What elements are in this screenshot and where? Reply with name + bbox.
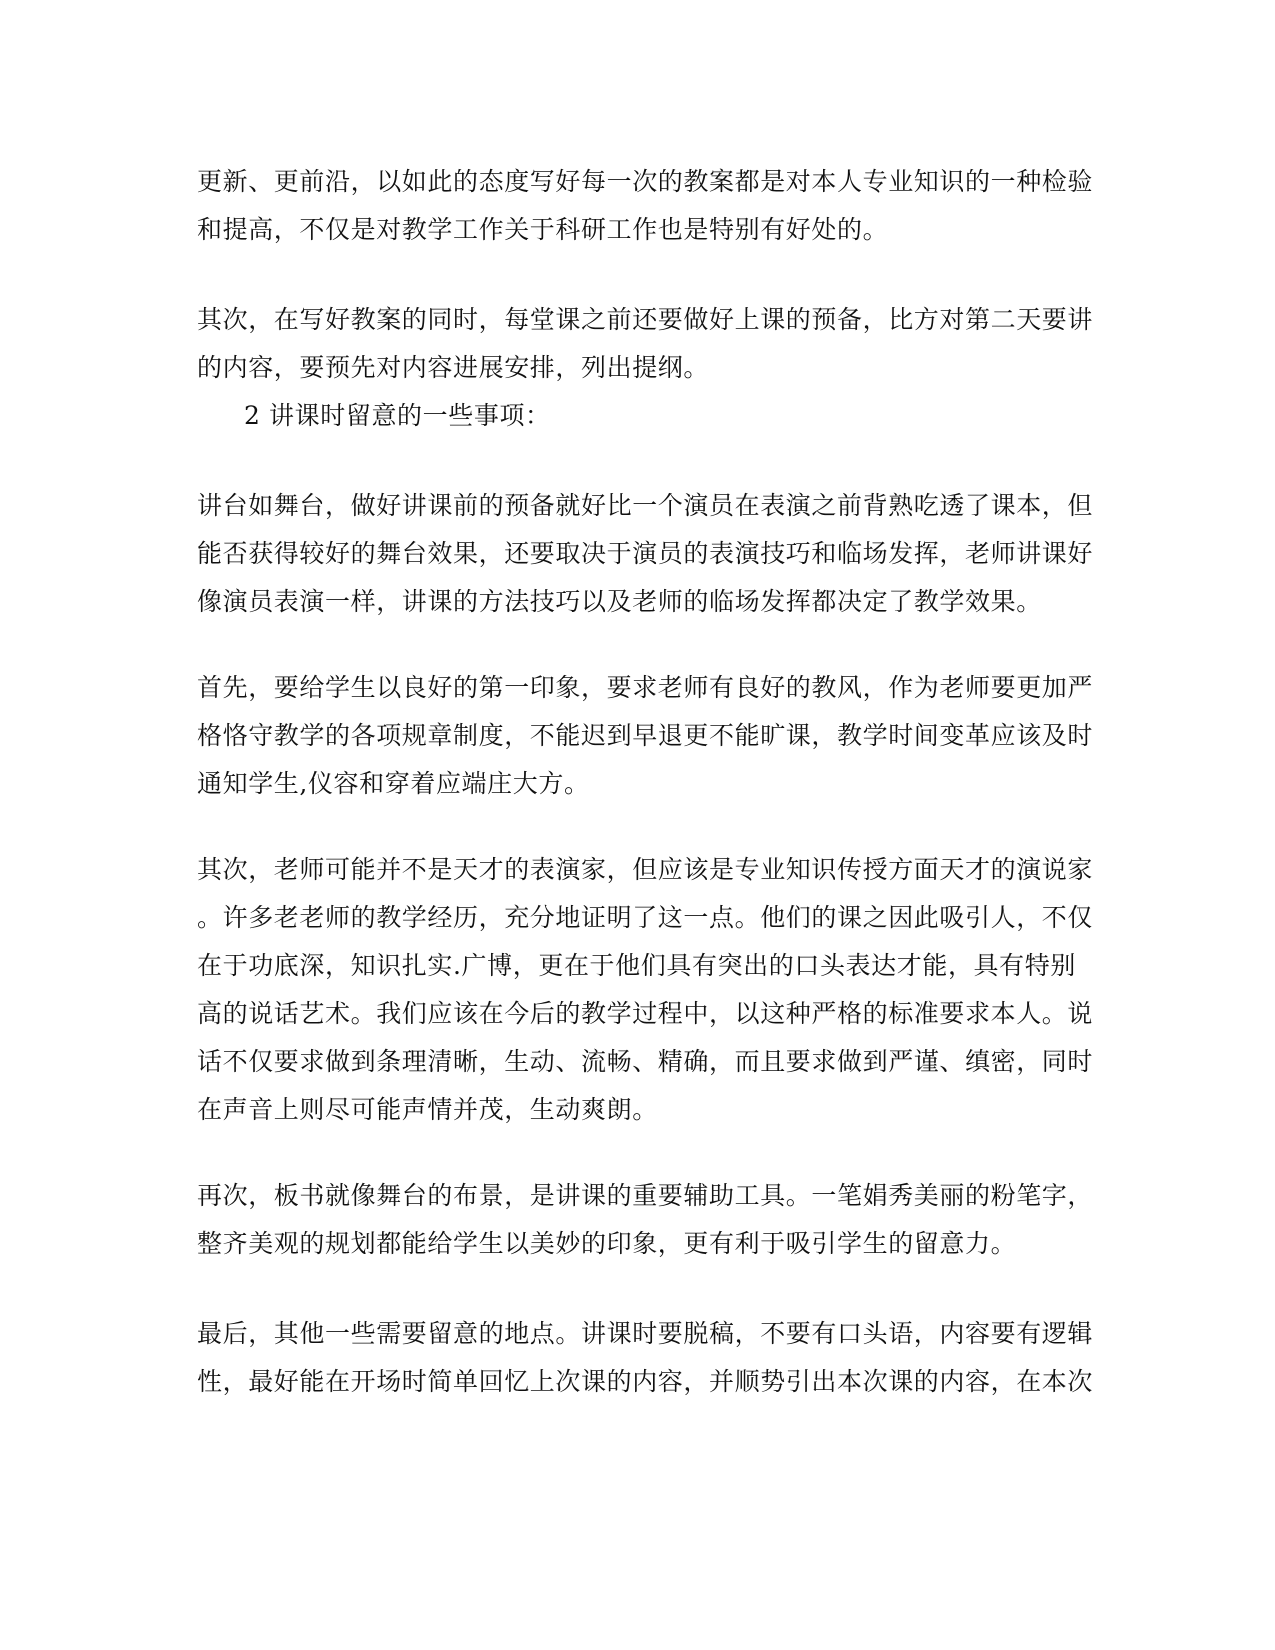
text-line: 首先，要给学生以良好的第一印象，要求老师有良好的教风，作为老师要更加严 <box>197 673 1094 702</box>
text-line: 。许多老老师的教学经历，充分地证明了这一点。他们的课之因此吸引人，不仅 <box>197 903 1094 932</box>
text-line: 整齐美观的规划都能给学生以美妙的印象，更有利于吸引学生的留意力。 <box>197 1229 1017 1258</box>
section-heading <box>197 392 1077 440</box>
section-heading-text: 2 讲课时留意的一些事项： <box>244 401 551 430</box>
text-line: 讲台如舞台，做好讲课前的预备就好比一个演员在表演之前背熟吃透了课本，但 <box>197 491 1094 520</box>
text-line: 话不仅要求做到条理清晰，生动、流畅、精确，而且要求做到严谨、缜密，同时 <box>197 1047 1094 1076</box>
paragraph-teaching-plan-attitude <box>197 158 1094 254</box>
paragraph-blackboard <box>197 1172 1094 1268</box>
text-line: 再次，板书就像舞台的布景，是讲课的重要辅助工具。一笔娟秀美丽的粉笔字， <box>197 1181 1094 1210</box>
text-line: 其次，在写好教案的同时，每堂课之前还要做好上课的预备，比方对第二天要讲 <box>197 305 1094 334</box>
text-line: 能否获得较好的舞台效果，还要取决于演员的表演技巧和临场发挥，老师讲课好 <box>197 539 1094 568</box>
text-line: 在于功底深，知识扎实.广博，更在于他们具有突出的口头表达才能，具有特别 <box>197 951 1076 980</box>
text-line: 其次，老师可能并不是天才的表演家，但应该是专业知识传授方面天才的演说家 <box>197 855 1094 884</box>
text-line: 像演员表演一样，讲课的方法技巧以及老师的临场发挥都决定了教学效果。 <box>197 587 1042 616</box>
paragraph-first-impression <box>197 664 1094 808</box>
paragraph-other-notes <box>197 1310 1094 1406</box>
text-line: 通知学生,仪容和穿着应端庄大方。 <box>197 769 590 798</box>
text-line: 的内容，要预先对内容进展安排，列出提纲。 <box>197 353 710 382</box>
text-line: 在声音上则尽可能声情并茂，生动爽朗。 <box>197 1095 658 1124</box>
text-line: 格恪守教学的各项规章制度，不能迟到早退更不能旷课，教学时间变革应该及时 <box>197 721 1094 750</box>
paragraph-class-preparation <box>197 296 1094 392</box>
text-line: 高的说话艺术。我们应该在今后的教学过程中，以这种严格的标准要求本人。说 <box>197 999 1094 1028</box>
text-line: 最后，其他一些需要留意的地点。讲课时要脱稿，不要有口头语，内容要有逻辑 <box>197 1319 1094 1348</box>
text-line: 和提高，不仅是对教学工作关于科研工作也是特别有好处的。 <box>197 215 889 244</box>
text-line: 性，最好能在开场时简单回忆上次课的内容，并顺势引出本次课的内容，在本次 <box>197 1367 1094 1396</box>
paragraph-oral-expression <box>197 846 1094 1134</box>
text-line: 更新、更前沿，以如此的态度写好每一次的教案都是对本人专业知识的一种检验 <box>197 167 1094 196</box>
paragraph-stage-analogy <box>197 482 1094 626</box>
